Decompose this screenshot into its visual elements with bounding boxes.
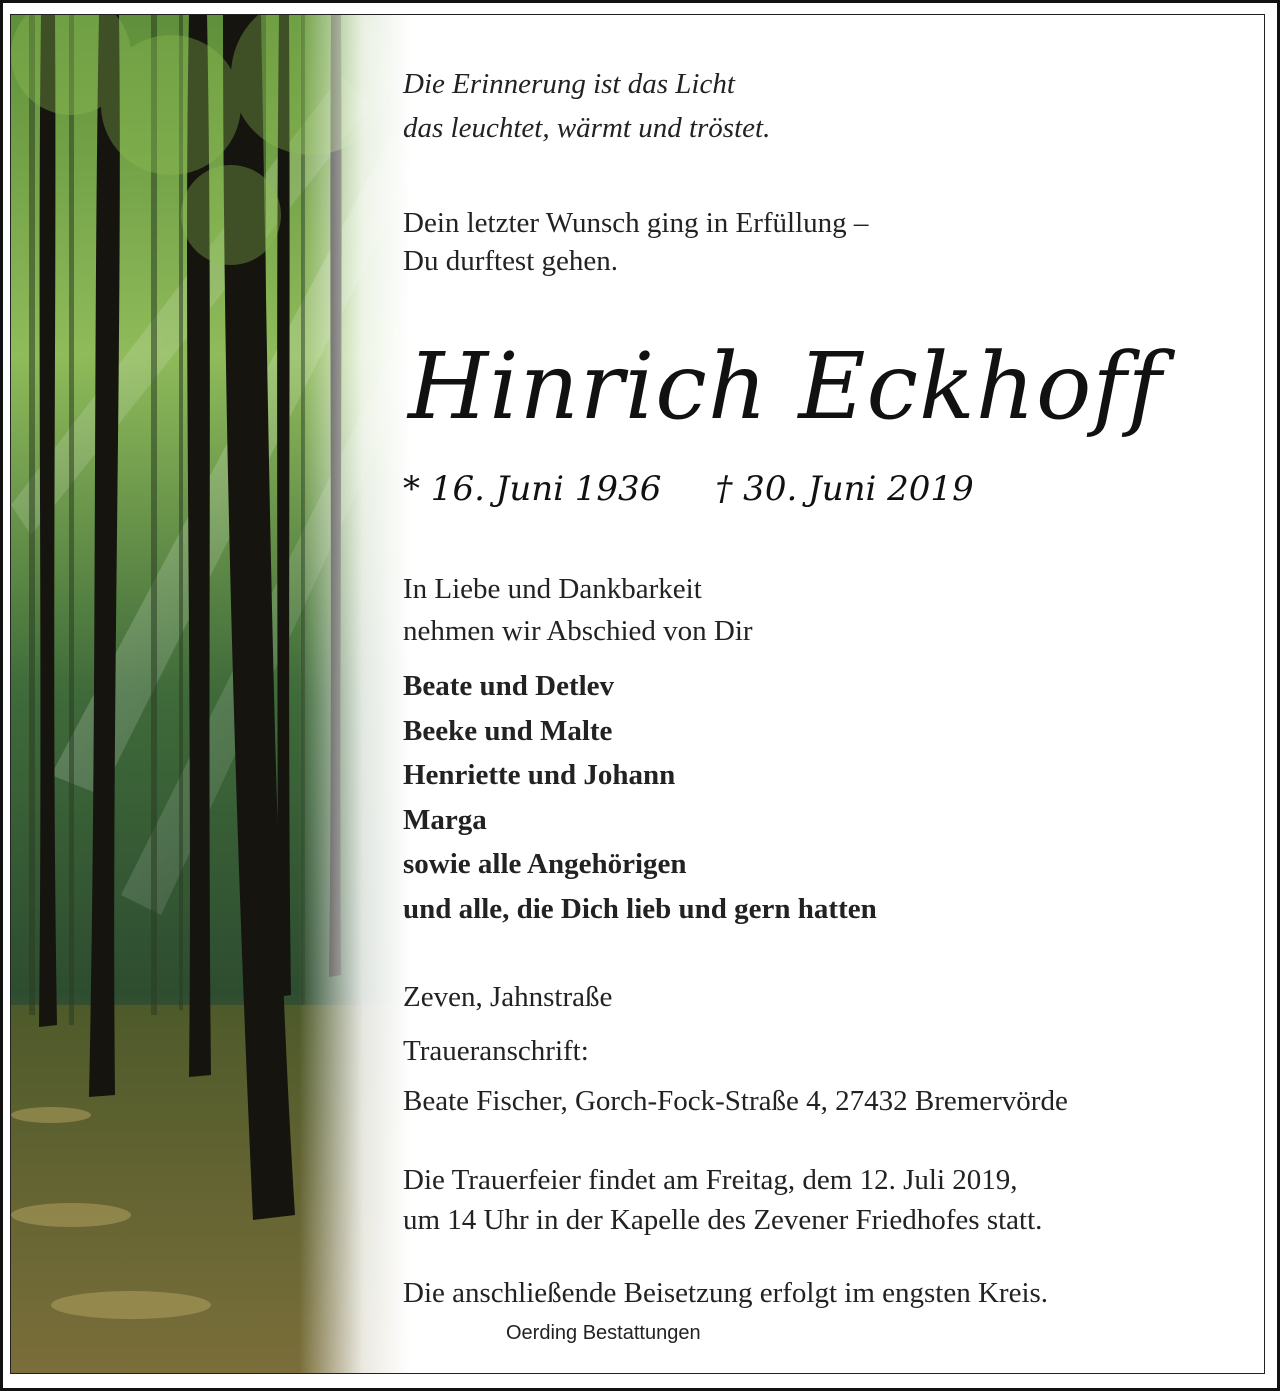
ceremony-info [403, 1160, 1042, 1240]
birth-date: * 16. Juni 1936 [403, 469, 662, 509]
mourner-item: Beate und Detlev [403, 670, 615, 702]
wish-line-2: Du durftest gehen. [403, 245, 619, 277]
mourner-item: sowie alle Angehörigen [403, 848, 687, 880]
address-label: Traueranschrift: [403, 1035, 589, 1067]
burial-info: Die anschließende Beisetzung erfolgt im engsten Kreis. [403, 1277, 1049, 1309]
quote-line-1: Die Erinnerung ist das Licht [403, 68, 735, 100]
ceremony-line-1: Die Trauerfeier findet am Freitag, dem 12. Juli 2019, [403, 1164, 1018, 1196]
forest-image [11, 15, 411, 1373]
mourners-list [403, 664, 877, 931]
quote-line-2: das leuchtet, wärmt und tröstet. [403, 112, 771, 144]
last-wish-text [403, 204, 868, 280]
wish-line-1: Dein letzter Wunsch ging in Erfüllung – [403, 207, 869, 239]
farewell-text [403, 568, 753, 652]
mourner-item: Henriette und Johann [403, 759, 676, 791]
memorial-quote [403, 62, 770, 150]
ceremony-line-2: um 14 Uhr in der Kapelle des Zevener Friedhofes statt. [403, 1204, 1043, 1236]
address-value: Beate Fischer, Gorch-Fock-Straße 4, 27432 Bremervörde [403, 1085, 1068, 1117]
mourner-item: Beeke und Malte [403, 714, 613, 747]
mourning-address [403, 1026, 1068, 1126]
undertaker-credit: Oerding Bestattungen [506, 1322, 701, 1344]
mourner-item: und alle, die Dich lieb und gern hatten [403, 892, 877, 925]
death-date: † 30. Juni 2019 [715, 469, 974, 509]
mourner-item: Marga [403, 803, 487, 836]
life-dates [403, 466, 974, 512]
farewell-line-2: nehmen wir Abschied von Dir [403, 615, 753, 647]
deceased-name: Hinrich Eckhoff [408, 333, 1163, 440]
farewell-line-1: In Liebe und Dankbarkeit [403, 573, 702, 605]
place-text: Zeven, Jahnstraße [403, 981, 613, 1013]
